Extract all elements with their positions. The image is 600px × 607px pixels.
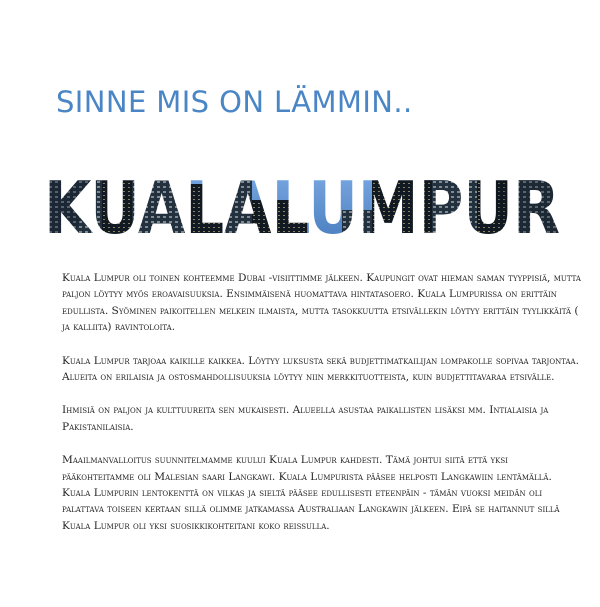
hero-title-image bbox=[42, 170, 562, 240]
paragraph: Kuala Lumpur tarjoaa kaikille kaikkea. Löytyy luksusta sekä budjettimatkailijan lompakolle sopivaa tarjontaa. Alueita on erilaisia ja ostosmahdollisuuksia löytyy niin merkkituotteista, kuin budjettitavaraa etsivälle. bbox=[62, 354, 579, 384]
article-body bbox=[62, 270, 582, 551]
paragraph: Kuala Lumpur oli toinen kohteemme Dubai -visiittimme jälkeen. Kaupungit ovat hieman saman tyyppisiä, mutta paljon löytyy myös eroavaisuuksia. Ensimmäisenä huomattava hintatasoero. Kuala Lumpurissa on erittäin edullista. Syöminen paikoitellen melkein ilmaista, mutta tasokkuutta etsivällekin löytyy erittäin tyylikkäitä ( ja kalliita) ravintoloita. bbox=[62, 272, 581, 334]
page-subtitle: SINNE MIS ON LÄMMIN.. bbox=[56, 85, 413, 119]
paragraph: Maailmanvalloitus suunnitelmamme kuului Kuala Lumpur kahdesti. Tämä johtui siitä että yksi pääkohteitamme oli Malesian saari Langkawi. Kuala Lumpurista pääsee helposti Langkawiin lentämällä. Kuala Lumpurin lentokenttä on vilkas ja sieltä pääsee edullisesti eteenpäin - tämän vuoksi meidän oli palattava toiseen kertaan sillä olimme jatkamassa Australiaan Langkawin jälkeen. Eipä se haitannut sillä Kuala Lumpur oli yksi suosikkikohteitani koko reissulla. bbox=[62, 454, 560, 532]
paragraph: Ihmisiä on paljon ja kulttuureita sen mukaisesti. Alueella asustaa paikallisten lisäksi mm. Intialaisia ja Pakistanilaisia. bbox=[62, 404, 549, 433]
hero-title bbox=[42, 170, 562, 240]
